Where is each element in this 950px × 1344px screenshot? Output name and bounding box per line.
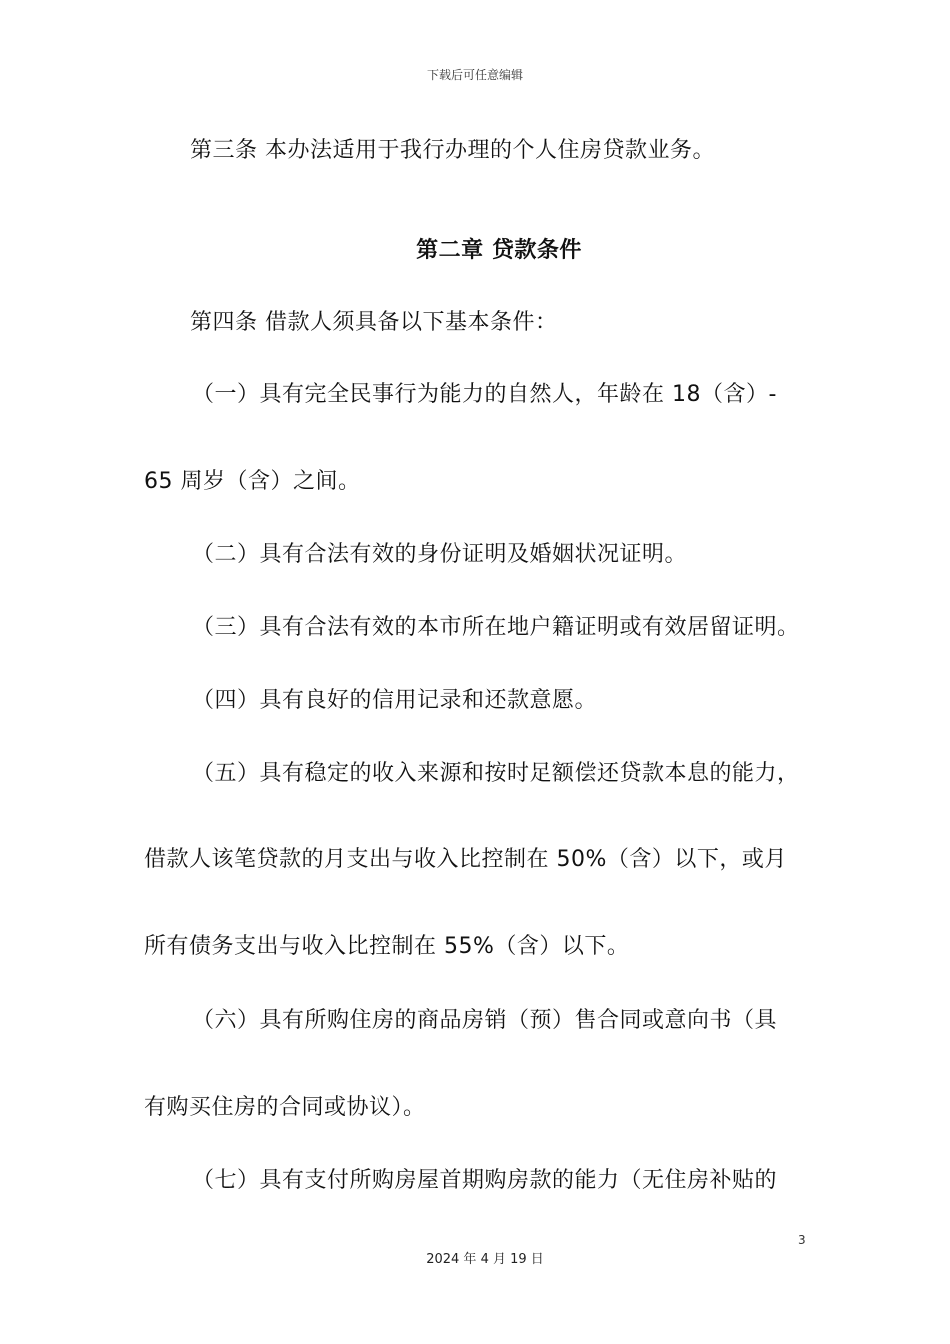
item-3: （三）具有合法有效的本市所在地户籍证明或有效居留证明。 <box>192 615 800 640</box>
footer-date: 2024 年 4 月 19 日 <box>426 1252 544 1267</box>
item-4: （四）具有良好的信用记录和还款意愿。 <box>192 688 598 713</box>
item-6-line-2: 有购买住房的合同或协议）。 <box>144 1095 426 1120</box>
item-5-line-3: 所有债务支出与收入比控制在 55%（含）以下。 <box>144 934 630 959</box>
article-3: 第三条 本办法适用于我行办理的个人住房贷款业务。 <box>190 138 715 163</box>
chapter-title: 第二章 贷款条件 <box>416 238 582 263</box>
item-2: （二）具有合法有效的身份证明及婚姻状况证明。 <box>192 542 688 567</box>
item-6-line-1: （六）具有所购住房的商品房销（预）售合同或意向书（具 <box>192 1008 778 1033</box>
item-1-line-2: 65 周岁（含）之间。 <box>144 469 361 494</box>
article-4: 第四条 借款人须具备以下基本条件： <box>190 310 558 335</box>
page-number: 3 <box>798 1233 806 1247</box>
page-header: 下载后可任意编辑 <box>426 68 523 82</box>
item-5-line-1: （五）具有稳定的收入来源和按时足额偿还贷款本息的能力， <box>192 761 800 786</box>
item-1-line-1: （一）具有完全民事行为能力的自然人，年龄在 18（含）- <box>192 382 777 407</box>
item-5-line-2: 借款人该笔贷款的月支出与收入比控制在 50%（含）以下，或月 <box>144 847 787 872</box>
item-7-line-1: （七）具有支付所购房屋首期购房款的能力（无住房补贴的 <box>192 1168 778 1193</box>
